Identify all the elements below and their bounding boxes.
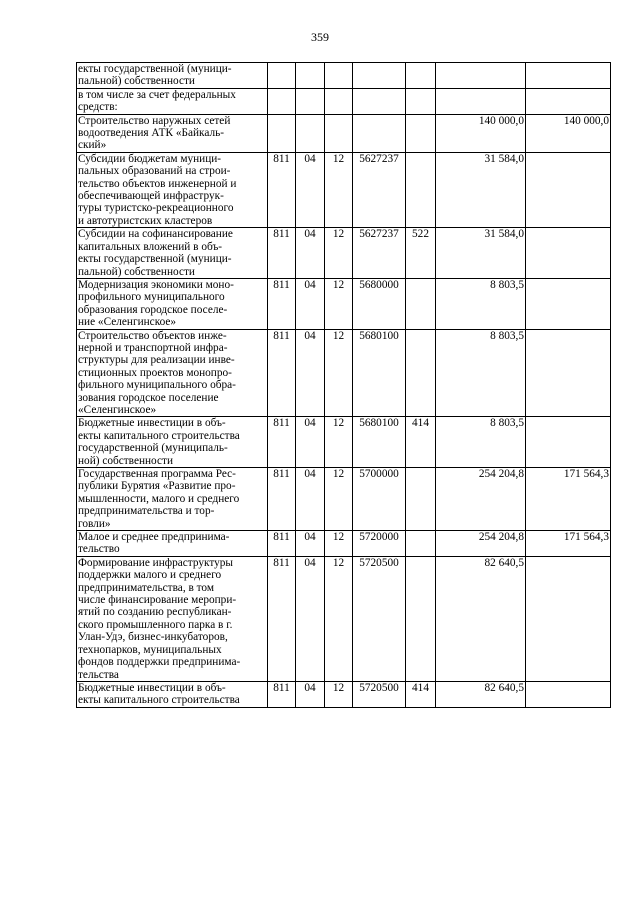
row-sum1: 254 204,8 [436,468,526,531]
row-sum2: 171 564,3 [526,468,611,531]
table-row [77,329,611,417]
row-vr: 414 [406,417,436,468]
row-vr [406,63,436,89]
row-sum1: 254 204,8 [436,531,526,557]
row-pr [325,63,353,89]
row-sum2 [526,228,611,279]
row-rz: 04 [296,531,325,557]
row-cs: 5720000 [353,531,406,557]
row-cs [353,63,406,89]
row-cs: 5680100 [353,329,406,417]
row-rz: 04 [296,681,325,707]
row-rz [296,114,325,152]
row-gr: 811 [268,681,296,707]
table-row [77,417,611,468]
row-pr: 12 [325,556,353,681]
row-sum1: 82 640,5 [436,556,526,681]
row-name: в том числе за счет федеральных средств: [77,88,268,114]
row-gr [268,63,296,89]
row-vr [406,531,436,557]
row-sum1: 82 640,5 [436,681,526,707]
row-vr [406,556,436,681]
row-gr: 811 [268,468,296,531]
row-sum2 [526,278,611,329]
row-sum1: 31 584,0 [436,152,526,227]
row-pr: 12 [325,228,353,279]
row-sum2 [526,63,611,89]
row-gr [268,88,296,114]
row-sum2 [526,152,611,227]
row-pr: 12 [325,417,353,468]
budget-table [76,62,611,708]
row-pr: 12 [325,329,353,417]
page-number: 359 [311,30,329,44]
row-sum2: 171 564,3 [526,531,611,557]
row-sum1: 8 803,5 [436,329,526,417]
row-name: Строительство объектов инже- нерной и транспортной инфра- структуры для реализации инве- стиционных проектов монопро- фильного муниципального обра- зования городское поселение «Селенгинское» [77,329,268,417]
row-pr: 12 [325,468,353,531]
row-cs: 5700000 [353,468,406,531]
row-sum2 [526,681,611,707]
row-gr: 811 [268,278,296,329]
row-pr: 12 [325,152,353,227]
row-vr: 522 [406,228,436,279]
row-sum1: 8 803,5 [436,417,526,468]
row-rz [296,88,325,114]
row-name: Строительство наружных сетей водоотведения АТК «Байкаль- ский» [77,114,268,152]
row-pr: 12 [325,278,353,329]
row-cs: 5627237 [353,228,406,279]
row-sum2 [526,88,611,114]
row-rz: 04 [296,417,325,468]
row-gr: 811 [268,556,296,681]
row-vr [406,278,436,329]
row-gr: 811 [268,329,296,417]
row-vr [406,329,436,417]
row-gr: 811 [268,228,296,279]
row-pr [325,88,353,114]
row-name: Малое и среднее предпринима- тельство [77,531,268,557]
row-pr: 12 [325,681,353,707]
row-name: екты государственной (муници- пальной) собственности [77,63,268,89]
row-gr: 811 [268,531,296,557]
row-cs: 5627237 [353,152,406,227]
row-name: Модернизация экономики моно- профильного муниципального образования городское поселе- ние «Селенгинское» [77,278,268,329]
table-row [77,468,611,531]
row-rz: 04 [296,468,325,531]
row-vr [406,468,436,531]
row-cs [353,88,406,114]
row-vr: 414 [406,681,436,707]
row-vr [406,152,436,227]
row-cs: 5680100 [353,417,406,468]
row-sum2: 140 000,0 [526,114,611,152]
row-vr [406,114,436,152]
row-cs: 5720500 [353,681,406,707]
row-rz: 04 [296,278,325,329]
row-sum2 [526,417,611,468]
row-cs: 5680000 [353,278,406,329]
row-gr: 811 [268,152,296,227]
row-sum1 [436,88,526,114]
row-sum1: 31 584,0 [436,228,526,279]
table-row [77,278,611,329]
row-name: Государственная программа Рес- публики Бурятия «Развитие про- мышленности, малого и среднего предпринимательства и тор- говли» [77,468,268,531]
row-sum2 [526,329,611,417]
table-row [77,228,611,279]
row-vr [406,88,436,114]
row-sum1: 8 803,5 [436,278,526,329]
row-sum2 [526,556,611,681]
row-pr: 12 [325,531,353,557]
row-name: Бюджетные инвестиции в объ- екты капитального строительства [77,681,268,707]
row-rz: 04 [296,228,325,279]
row-name: Субсидии бюджетам муници- пальных образований на строи- тельство объектов инженерной и обеспечивающей инфраструк- туры туристско-рекреационного и автотуристских кластеров [77,152,268,227]
table-row [77,681,611,707]
row-rz: 04 [296,152,325,227]
row-rz: 04 [296,556,325,681]
row-name: Субсидии на софинансирование капитальных вложений в объ- екты государственной (муници- пальной) собственности [77,228,268,279]
table-row [77,531,611,557]
row-sum1: 140 000,0 [436,114,526,152]
table-row [77,556,611,681]
table-row [77,152,611,227]
table-row [77,88,611,114]
row-sum1 [436,63,526,89]
row-cs: 5720500 [353,556,406,681]
row-cs [353,114,406,152]
row-rz [296,63,325,89]
row-gr [268,114,296,152]
row-pr [325,114,353,152]
table-row [77,63,611,89]
row-gr: 811 [268,417,296,468]
row-rz: 04 [296,329,325,417]
table-row [77,114,611,152]
row-name: Бюджетные инвестиции в объ- екты капитального строительства государственной (муниципаль- ной) собственности [77,417,268,468]
row-name: Формирование инфраструктуры поддержки малого и среднего предпринимательства, в том числе финансирование меропри- ятий по созданию республикан- ского промышленного парка в г. Улан-Удэ, бизнес-инкубаторов, технопарков, муниципальных фондов поддержки предпринима- тельства [77,556,268,681]
